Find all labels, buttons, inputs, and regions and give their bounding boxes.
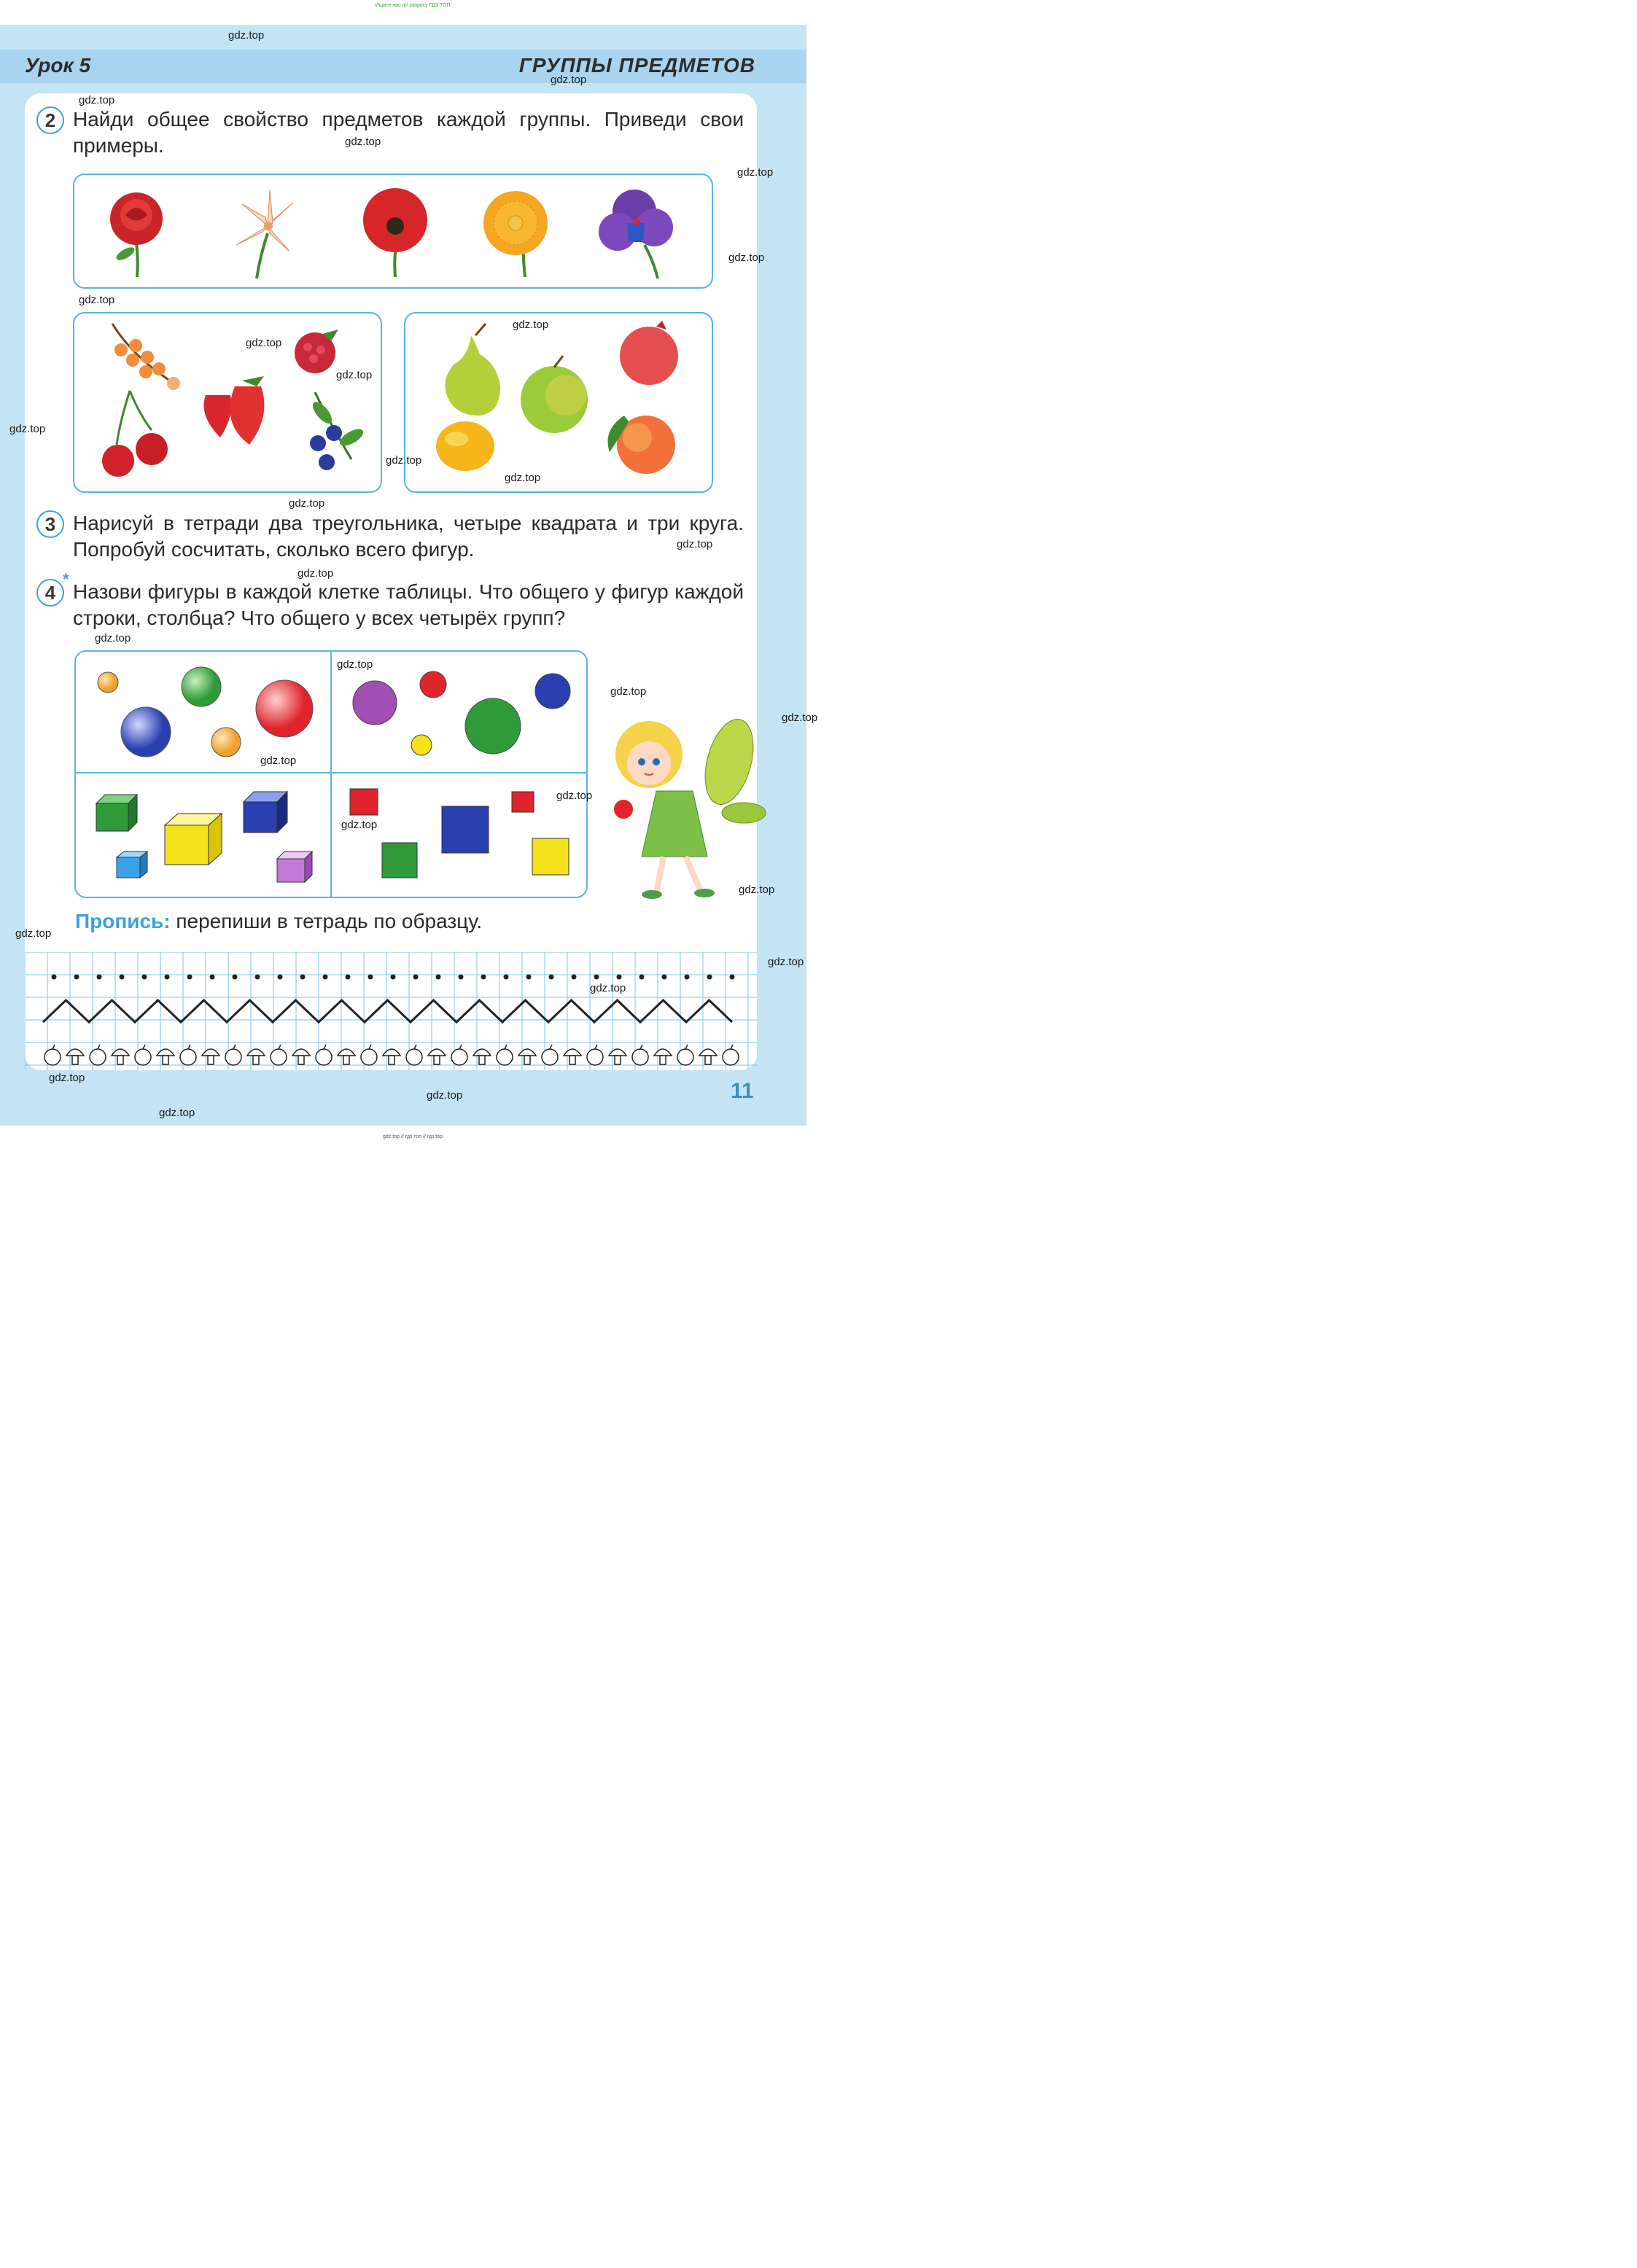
apple-icon: [677, 1045, 693, 1065]
watermark-7: gdz.top: [79, 294, 115, 306]
apple-icon: [723, 1045, 739, 1065]
mushroom-icon: [383, 1049, 400, 1064]
cherry-icon: [102, 391, 168, 477]
watermark-26: gdz.top: [768, 956, 804, 968]
mushroom-icon: [292, 1049, 310, 1064]
watermark-16: gdz.top: [298, 567, 334, 580]
watermark-25: gdz.top: [15, 927, 52, 940]
watermark-6: gdz.top: [728, 252, 765, 264]
mushroom-icon: [654, 1049, 672, 1064]
guide-dot: [639, 975, 645, 980]
guide-dot: [187, 975, 193, 980]
shapes-table: [74, 650, 588, 898]
guide-dot: [459, 975, 464, 980]
circles-cell: [353, 671, 570, 755]
mushroom-icon: [157, 1049, 174, 1064]
fairy-illustration: [605, 711, 773, 900]
mushroom-icon: [473, 1049, 491, 1064]
watermark-11: gdz.top: [9, 423, 46, 435]
mushroom-icon: [699, 1049, 717, 1064]
propis-text: перепиши в тетрадь по образцу.: [176, 910, 483, 932]
guide-dot: [413, 975, 419, 980]
mushroom-icon: [428, 1049, 446, 1064]
apple-icon: [521, 356, 588, 433]
watermark-5: gdz.top: [737, 166, 774, 179]
poppy-icon: [363, 188, 427, 277]
guide-dot: [391, 975, 396, 980]
guide-dot: [346, 975, 351, 980]
mushroom-icon: [609, 1049, 626, 1064]
watermark-2: gdz.top: [551, 74, 587, 86]
guide-dot: [572, 975, 577, 980]
watermark-22: gdz.top: [556, 790, 593, 802]
apple-icon: [180, 1045, 196, 1065]
apple-icon: [316, 1045, 332, 1065]
guide-dot: [617, 975, 622, 980]
footer-note: gdz.top // гдз топ // гдз.top: [382, 1134, 443, 1139]
balls-cell: [98, 667, 313, 757]
watermark-24: gdz.top: [739, 884, 775, 896]
top-note: Ищите нас по запросу ГДЗ ТОП: [375, 3, 451, 8]
blueberry-icon: [309, 392, 365, 470]
guide-dot: [210, 975, 215, 980]
watermark-28: gdz.top: [49, 1072, 85, 1084]
guide-dot: [142, 975, 147, 980]
handwriting-grid: [25, 952, 757, 1070]
apple-icon: [271, 1045, 287, 1065]
currant-icon: [112, 324, 180, 390]
lesson-title: Урок 5: [25, 54, 91, 77]
watermark-20: gdz.top: [782, 712, 818, 724]
task-number-3: 3: [36, 510, 64, 538]
guide-dot: [323, 975, 328, 980]
apple-icon: [135, 1045, 151, 1065]
guide-dot: [233, 975, 238, 980]
task-2-text: Найди общее свойство предметов каждой группы. Приведи свои примеры.: [73, 108, 744, 157]
apple-icon: [542, 1045, 558, 1065]
apple-icon: [451, 1045, 467, 1065]
task-4-text: Назови фигуры в каждой клетке таблицы. Что общего у фигур каждой строки, столбца? Что общего у всех четырёх групп?: [73, 580, 744, 629]
flowers-illustration: [74, 175, 712, 287]
mushroom-icon: [518, 1049, 536, 1064]
watermark-13: gdz.top: [505, 472, 541, 484]
apple-icon: [632, 1045, 648, 1065]
mushroom-icon: [66, 1049, 84, 1064]
topic-title: ГРУППЫ ПРЕДМЕТОВ: [518, 54, 755, 77]
watermark-9: gdz.top: [246, 337, 282, 349]
guide-dot: [662, 975, 667, 980]
guide-dot: [52, 975, 57, 980]
flowers-panel: [73, 174, 713, 289]
guide-dot: [255, 975, 260, 980]
star-mark: *: [63, 570, 69, 588]
shapes-illustration: [76, 652, 586, 897]
apple-icon: [44, 1045, 61, 1065]
pomegranate-icon: [620, 321, 678, 385]
apple-icon: [90, 1045, 106, 1065]
watermark-15: gdz.top: [677, 538, 713, 550]
watermark-30: gdz.top: [159, 1107, 195, 1119]
task-number-2: 2: [36, 106, 64, 134]
apple-icon: [587, 1045, 603, 1065]
berries-panel: [73, 312, 382, 493]
guide-dot: [368, 975, 373, 980]
guide-dot: [74, 975, 79, 980]
apple-icon: [497, 1045, 513, 1065]
watermark-14: gdz.top: [289, 497, 325, 510]
strawberry-icon: [204, 376, 265, 445]
guide-dot: [526, 975, 532, 980]
fruits-panel: [404, 312, 713, 493]
propis-label: Пропись:: [75, 910, 171, 932]
watermark-18: gdz.top: [337, 658, 373, 671]
guide-dot: [120, 975, 125, 980]
watermark-1: gdz.top: [228, 29, 265, 42]
watermark-12: gdz.top: [386, 454, 422, 467]
guide-dot: [504, 975, 509, 980]
guide-dot: [97, 975, 102, 980]
apple-icon: [225, 1045, 241, 1065]
guide-dot: [300, 975, 306, 980]
watermark-19: gdz.top: [610, 685, 647, 698]
guide-dot: [165, 975, 170, 980]
mushroom-icon: [338, 1049, 355, 1064]
pear-icon: [445, 324, 500, 416]
guide-dot: [594, 975, 599, 980]
squares-cell: [350, 789, 569, 878]
fruits-illustration: [405, 313, 712, 491]
guide-dot: [730, 975, 735, 980]
guide-dot: [549, 975, 554, 980]
guide-dot: [685, 975, 690, 980]
orange-icon: [608, 416, 676, 474]
guide-dot: [278, 975, 283, 980]
mushroom-icon: [202, 1049, 219, 1064]
guide-dot: [436, 975, 441, 980]
apple-icon: [361, 1045, 377, 1065]
watermark-29: gdz.top: [427, 1089, 463, 1102]
watermark-23: gdz.top: [341, 819, 378, 831]
lily-icon: [236, 190, 293, 278]
rose-icon: [110, 192, 163, 277]
task-3-text: Нарисуй в тетради два треугольника, четыре квадрата и три круга. Попробуй сосчитать, сколько всего фигур.: [73, 512, 744, 561]
watermark-3: gdz.top: [79, 94, 115, 106]
lemon-icon: [436, 421, 494, 471]
watermark-4: gdz.top: [345, 136, 381, 148]
guide-dot: [707, 975, 712, 980]
watermark-10: gdz.top: [336, 369, 373, 381]
watermark-8: gdz.top: [513, 319, 549, 331]
cubes-cell: [96, 792, 312, 882]
gerbera-icon: [483, 191, 548, 277]
mushroom-icon: [564, 1049, 581, 1064]
watermark-27: gdz.top: [590, 982, 626, 994]
pansy-icon: [599, 190, 673, 278]
raspberry-icon: [295, 330, 338, 373]
page-number: 11: [731, 1079, 754, 1103]
guide-dot: [481, 975, 486, 980]
task-number-4: 4: [36, 579, 64, 607]
mushroom-icon: [112, 1049, 129, 1064]
berries-illustration: [74, 313, 381, 491]
propis-instruction: [75, 910, 482, 933]
watermark-21: gdz.top: [260, 755, 297, 767]
apple-icon: [406, 1045, 422, 1065]
watermark-17: gdz.top: [95, 632, 131, 644]
mushroom-icon: [247, 1049, 265, 1064]
